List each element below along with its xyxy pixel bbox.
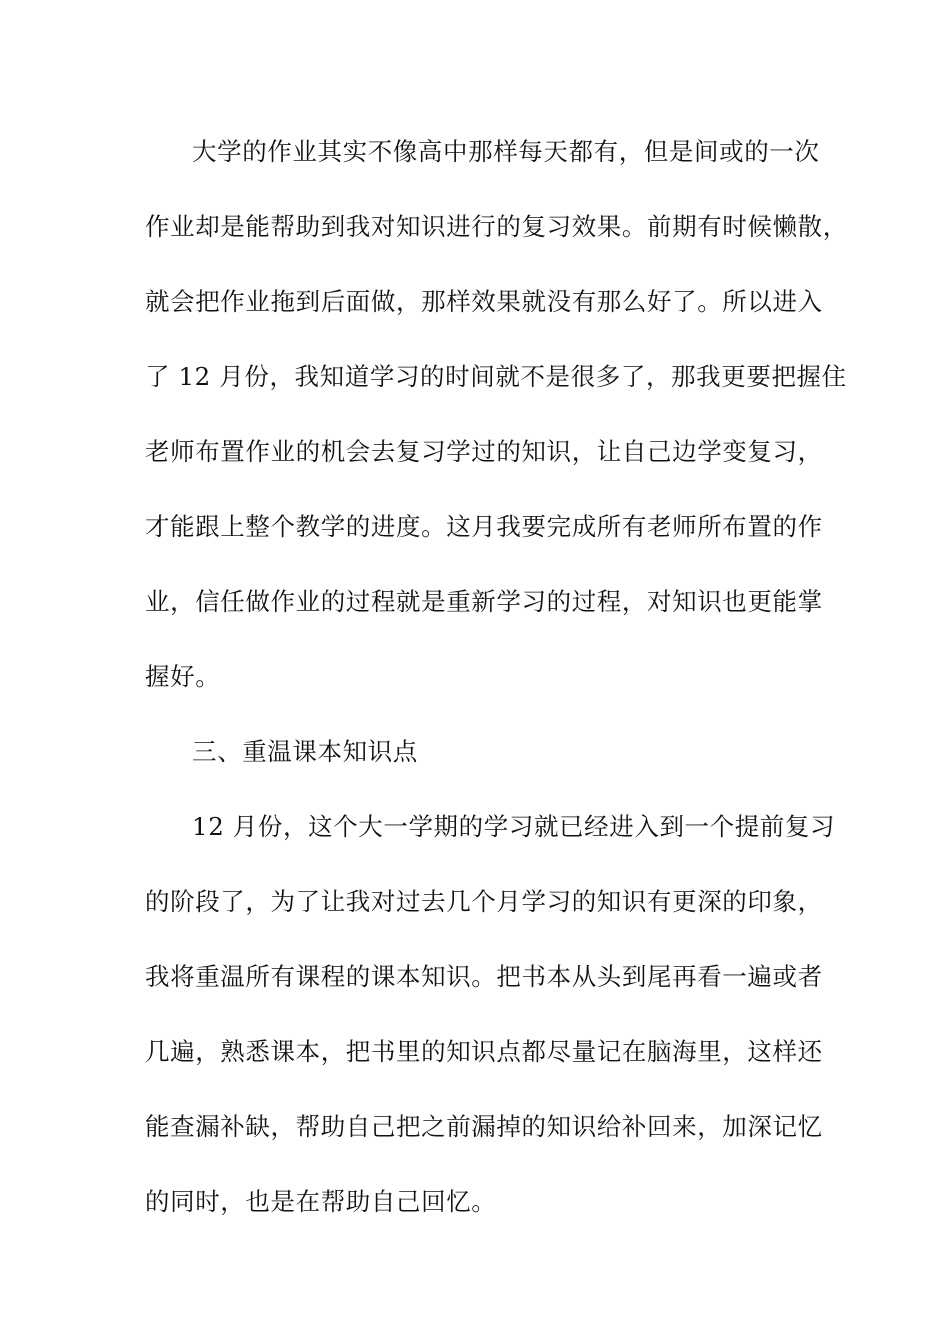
paragraph-line: 才能跟上整个教学的进度。这月我要完成所有老师所布置的作 bbox=[145, 512, 823, 541]
paragraph-line: 大学的作业其实不像高中那样每天都有，但是间或的一次 bbox=[192, 137, 820, 166]
paragraph-line: 的阶段了，为了让我对过去几个月学习的知识有更深的印象， bbox=[145, 887, 823, 916]
paragraph-line: 老师布置作业的机会去复习学过的知识，让自己边学变复习， bbox=[145, 437, 823, 466]
paragraph-line: 能查漏补缺，帮助自己把之前漏掉的知识给补回来，加深记忆 bbox=[145, 1112, 823, 1141]
paragraph-line: 我将重温所有课程的课本知识。把书本从头到尾再看一遍或者 bbox=[145, 962, 823, 991]
paragraph-line: 12 月份，这个大一学期的学习就已经进入到一个提前复习 bbox=[192, 812, 836, 841]
paragraph-line: 作业却是能帮助到我对知识进行的复习效果。前期有时候懒散， bbox=[145, 212, 848, 241]
paragraph-line: 了 12 月份，我知道学习的时间就不是很多了，那我更要把握住 bbox=[145, 362, 847, 391]
paragraph-line: 业，信任做作业的过程就是重新学习的过程，对知识也更能掌 bbox=[145, 587, 823, 616]
paragraph-line: 的同时，也是在帮助自己回忆。 bbox=[145, 1187, 497, 1216]
section-heading: 三、重温课本知识点 bbox=[192, 737, 418, 766]
paragraph-line: 就会把作业拖到后面做，那样效果就没有那么好了。所以进入 bbox=[145, 287, 823, 316]
paragraph-line: 几遍，熟悉课本，把书里的知识点都尽量记在脑海里，这样还 bbox=[145, 1037, 823, 1066]
paragraph-line: 握好。 bbox=[145, 662, 221, 691]
